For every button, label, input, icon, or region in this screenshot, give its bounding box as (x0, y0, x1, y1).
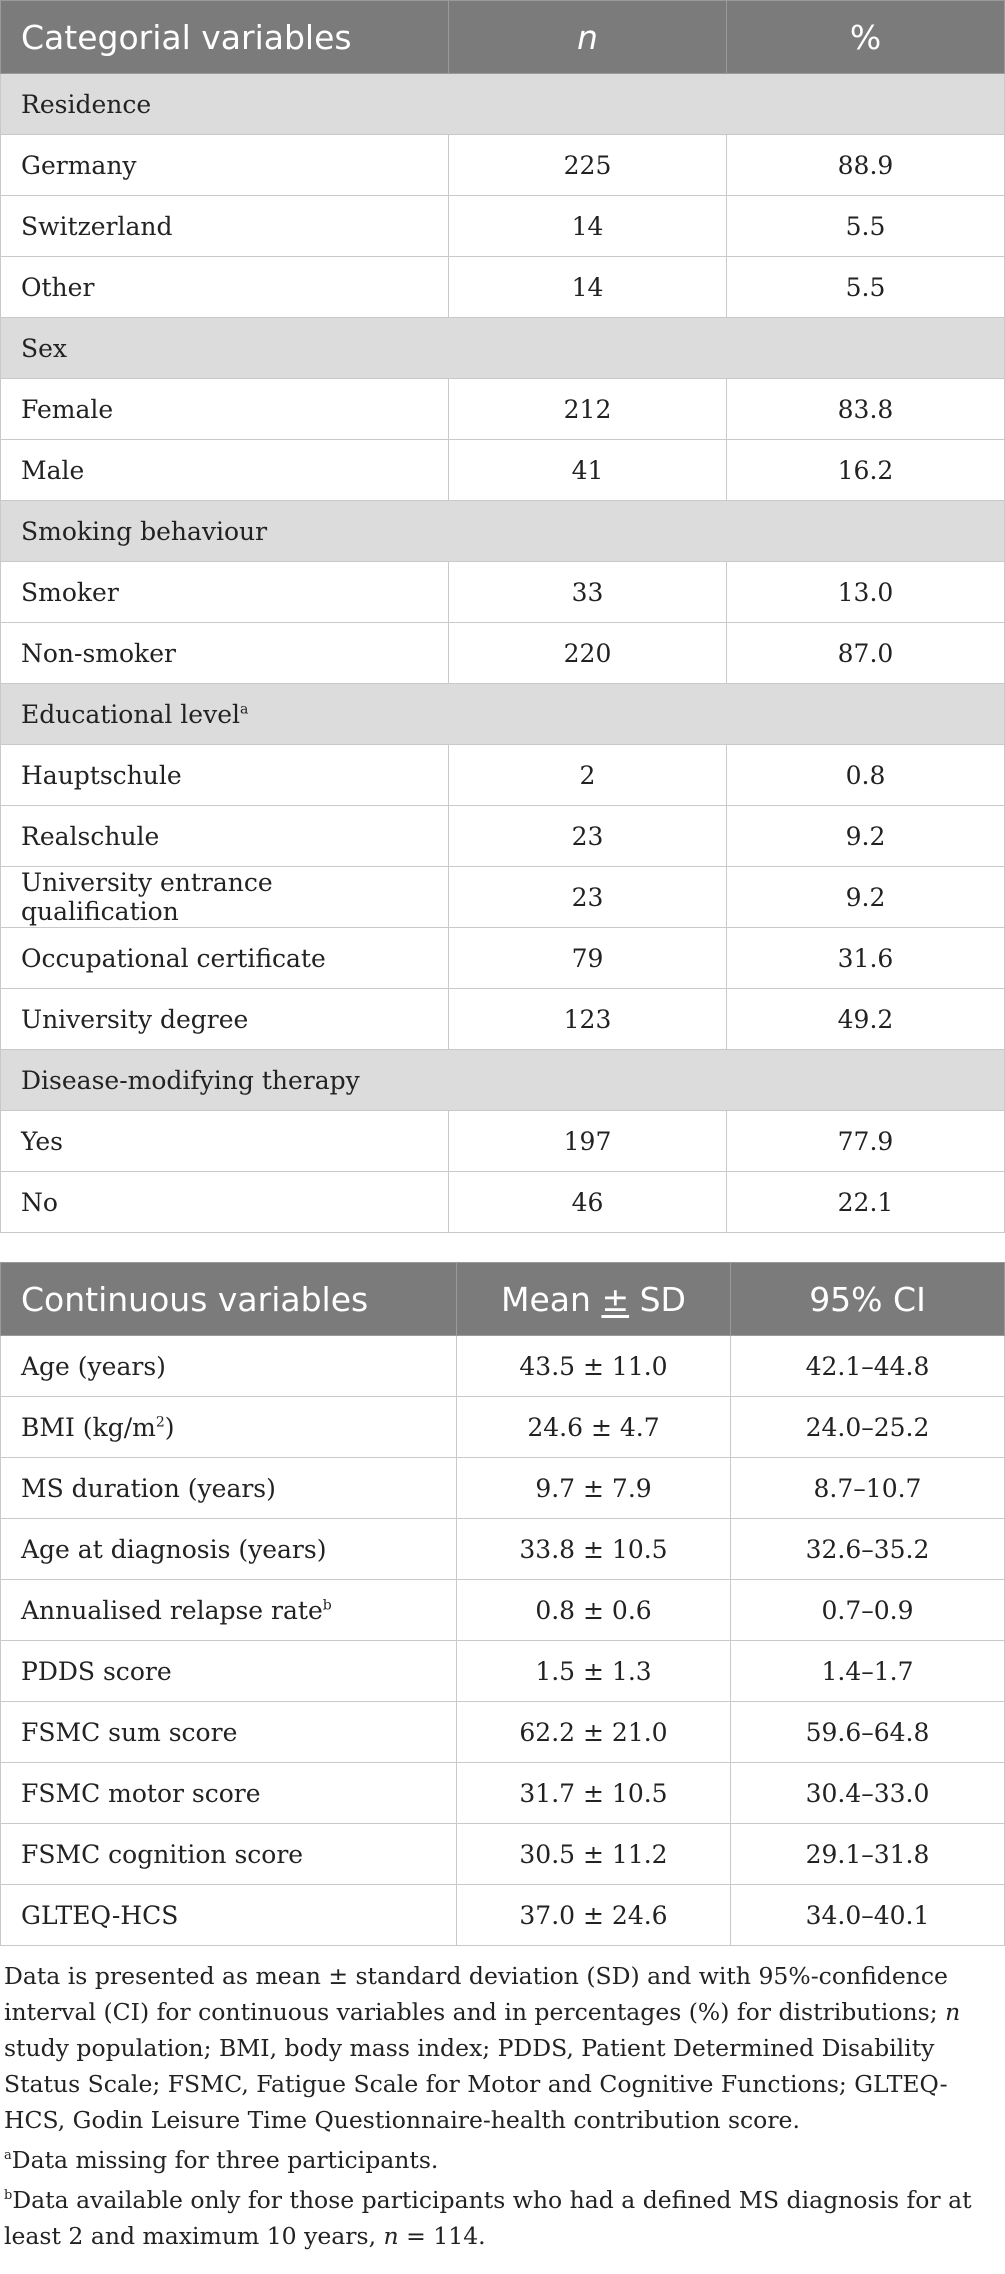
group-label-text: Sex (21, 333, 68, 363)
row-ci: 32.6–35.2 (731, 1519, 1005, 1580)
row-mean-sd: 1.5 ± 1.3 (457, 1641, 731, 1702)
header-mean-text: Mean (501, 1279, 602, 1319)
row-label (1, 1458, 457, 1519)
row-percent: 49.2 (727, 989, 1005, 1050)
table-row (1, 989, 1005, 1050)
row-n: 23 (449, 806, 727, 867)
continuous-variables-table (0, 1262, 1005, 1946)
row-label: Non-smoker (1, 623, 449, 684)
row-n: 2 (449, 745, 727, 806)
row-percent: 0.8 (727, 745, 1005, 806)
header-percent: % (727, 1, 1005, 74)
row-label (1, 1763, 457, 1824)
row-percent: 87.0 (727, 623, 1005, 684)
row-label-text: BMI (kg/m (21, 1412, 156, 1442)
table-header-row (1, 1263, 1005, 1336)
row-label (1, 1580, 457, 1641)
row-n: 23 (449, 867, 727, 928)
row-label-text: FSMC cognition score (21, 1839, 304, 1869)
row-label (1, 1702, 457, 1763)
row-label-text: Age at diagnosis (years) (21, 1534, 327, 1564)
row-label: Realschule (1, 806, 449, 867)
footnote-a-mark: a (4, 2148, 12, 2164)
row-percent: 16.2 (727, 440, 1005, 501)
group-label-text: Disease-modifying therapy (21, 1065, 360, 1095)
row-mean-sd: 9.7 ± 7.9 (457, 1458, 731, 1519)
table-notes (0, 1946, 1005, 2254)
row-percent: 9.2 (727, 867, 1005, 928)
note-text-end: study population; BMI, body mass index; PDDS, Patient Determined Disability Status Scale; FSMC, Fatigue Scale for Motor and Cognitive Functions; GLTEQ-HCS, Godin Leisure Time Questionnaire-health contribution score. (4, 2034, 948, 2134)
row-label: Germany (1, 135, 449, 196)
row-label-text: GLTEQ-HCS (21, 1900, 179, 1930)
group-row (1, 684, 1005, 745)
row-ci: 42.1–44.8 (731, 1336, 1005, 1397)
row-label (1, 1824, 457, 1885)
table-row (1, 867, 1005, 928)
note-n-italic: n (945, 1998, 961, 2026)
table-row (1, 928, 1005, 989)
table-row (1, 1336, 1005, 1397)
header-plus-minus: ± (601, 1279, 630, 1319)
row-percent: 13.0 (727, 562, 1005, 623)
row-label (1, 1397, 457, 1458)
continuous-table-body (1, 1336, 1005, 1946)
row-label-text: FSMC motor score (21, 1778, 261, 1808)
row-label: Male (1, 440, 449, 501)
group-label (1, 1050, 1005, 1111)
table-row (1, 1519, 1005, 1580)
row-percent: 5.5 (727, 196, 1005, 257)
row-label: Occupational certificate (1, 928, 449, 989)
row-percent: 77.9 (727, 1111, 1005, 1172)
table-row (1, 1580, 1005, 1641)
table-row (1, 440, 1005, 501)
row-percent: 9.2 (727, 806, 1005, 867)
row-mean-sd: 0.8 ± 0.6 (457, 1580, 731, 1641)
header-n: n (449, 1, 727, 74)
footnote-b (4, 2182, 991, 2254)
superscript: 2 (155, 1414, 165, 1431)
row-ci: 0.7–0.9 (731, 1580, 1005, 1641)
row-n: 225 (449, 135, 727, 196)
row-mean-sd: 43.5 ± 11.0 (457, 1336, 731, 1397)
table-row (1, 623, 1005, 684)
row-percent: 5.5 (727, 257, 1005, 318)
footnote-a-text: Data missing for three participants. (11, 2146, 439, 2174)
row-label: Smoker (1, 562, 449, 623)
row-percent: 88.9 (727, 135, 1005, 196)
row-n: 14 (449, 257, 727, 318)
group-label (1, 318, 1005, 379)
row-percent: 22.1 (727, 1172, 1005, 1233)
row-n: 41 (449, 440, 727, 501)
row-label: Switzerland (1, 196, 449, 257)
footnote-b-text: Data available only for those participants who had a defined MS diagnosis for at least 2 and maximum 10 years, (4, 2186, 972, 2250)
table-row (1, 1824, 1005, 1885)
table-row (1, 1111, 1005, 1172)
row-label-text: Annualised relapse rate (21, 1595, 323, 1625)
abbreviation-note (4, 1958, 991, 2138)
row-label (1, 1885, 457, 1946)
row-label (1, 1336, 457, 1397)
row-percent: 83.8 (727, 379, 1005, 440)
row-n: 123 (449, 989, 727, 1050)
row-n: 220 (449, 623, 727, 684)
row-label-text: Age (years) (21, 1351, 166, 1381)
header-continuous-variables: Continuous variables (1, 1263, 457, 1336)
table-row (1, 1397, 1005, 1458)
header-95-ci: 95% CI (731, 1263, 1005, 1336)
row-label-suffix: ) (164, 1412, 175, 1442)
group-label (1, 74, 1005, 135)
row-label: University degree (1, 989, 449, 1050)
row-mean-sd: 30.5 ± 11.2 (457, 1824, 731, 1885)
row-n: 197 (449, 1111, 727, 1172)
table-row (1, 562, 1005, 623)
superscript: b (322, 1597, 332, 1614)
row-ci: 59.6–64.8 (731, 1702, 1005, 1763)
row-n: 212 (449, 379, 727, 440)
row-label: Hauptschule (1, 745, 449, 806)
note-text-start: Data is presented as mean ± standard deviation (SD) and with 95%-confidence interval (CI) for continuous variables and in percentages (%) for distributions; (4, 1962, 948, 2026)
row-ci: 34.0–40.1 (731, 1885, 1005, 1946)
footnote-b-end: = 114. (398, 2222, 486, 2250)
footnote-marker: a (240, 701, 249, 718)
table-row (1, 257, 1005, 318)
table-row (1, 1885, 1005, 1946)
row-label: No (1, 1172, 449, 1233)
row-label (1, 1641, 457, 1702)
row-label-text: PDDS score (21, 1656, 172, 1686)
row-label: Other (1, 257, 449, 318)
row-mean-sd: 33.8 ± 10.5 (457, 1519, 731, 1580)
table-row (1, 806, 1005, 867)
group-label (1, 684, 1005, 745)
row-ci: 1.4–1.7 (731, 1641, 1005, 1702)
table-row (1, 135, 1005, 196)
row-label: Yes (1, 1111, 449, 1172)
table-row (1, 1641, 1005, 1702)
row-ci: 24.0–25.2 (731, 1397, 1005, 1458)
row-n: 33 (449, 562, 727, 623)
row-n: 46 (449, 1172, 727, 1233)
group-label-text: Smoking behaviour (21, 516, 268, 546)
table-header-row (1, 1, 1005, 74)
group-row (1, 74, 1005, 135)
group-row (1, 1050, 1005, 1111)
header-mean-sd (457, 1263, 731, 1336)
footnote-b-n-italic: n (383, 2222, 399, 2250)
group-label-text: Educational level (21, 699, 241, 729)
group-row (1, 318, 1005, 379)
row-label: Female (1, 379, 449, 440)
table-row (1, 379, 1005, 440)
table-row (1, 745, 1005, 806)
row-label: University entrance qualification (1, 867, 449, 928)
row-mean-sd: 37.0 ± 24.6 (457, 1885, 731, 1946)
header-categorial-variables: Categorial variables (1, 1, 449, 74)
row-mean-sd: 31.7 ± 10.5 (457, 1763, 731, 1824)
row-mean-sd: 62.2 ± 21.0 (457, 1702, 731, 1763)
row-ci: 29.1–31.8 (731, 1824, 1005, 1885)
row-label (1, 1519, 457, 1580)
table-row (1, 1458, 1005, 1519)
categorical-table-body (1, 74, 1005, 1233)
row-percent: 31.6 (727, 928, 1005, 989)
row-mean-sd: 24.6 ± 4.7 (457, 1397, 731, 1458)
group-label (1, 501, 1005, 562)
row-ci: 8.7–10.7 (731, 1458, 1005, 1519)
table-row (1, 1702, 1005, 1763)
footnote-b-mark: b (4, 2188, 13, 2204)
table-row (1, 1172, 1005, 1233)
row-label-text: MS duration (years) (21, 1473, 276, 1503)
table-row (1, 196, 1005, 257)
row-ci: 30.4–33.0 (731, 1763, 1005, 1824)
table-row (1, 1763, 1005, 1824)
row-label-text: FSMC sum score (21, 1717, 238, 1747)
footnote-a (4, 2142, 991, 2178)
row-n: 14 (449, 196, 727, 257)
group-label-text: Residence (21, 89, 152, 119)
row-n: 79 (449, 928, 727, 989)
group-row (1, 501, 1005, 562)
header-sd-text: SD (629, 1279, 686, 1319)
